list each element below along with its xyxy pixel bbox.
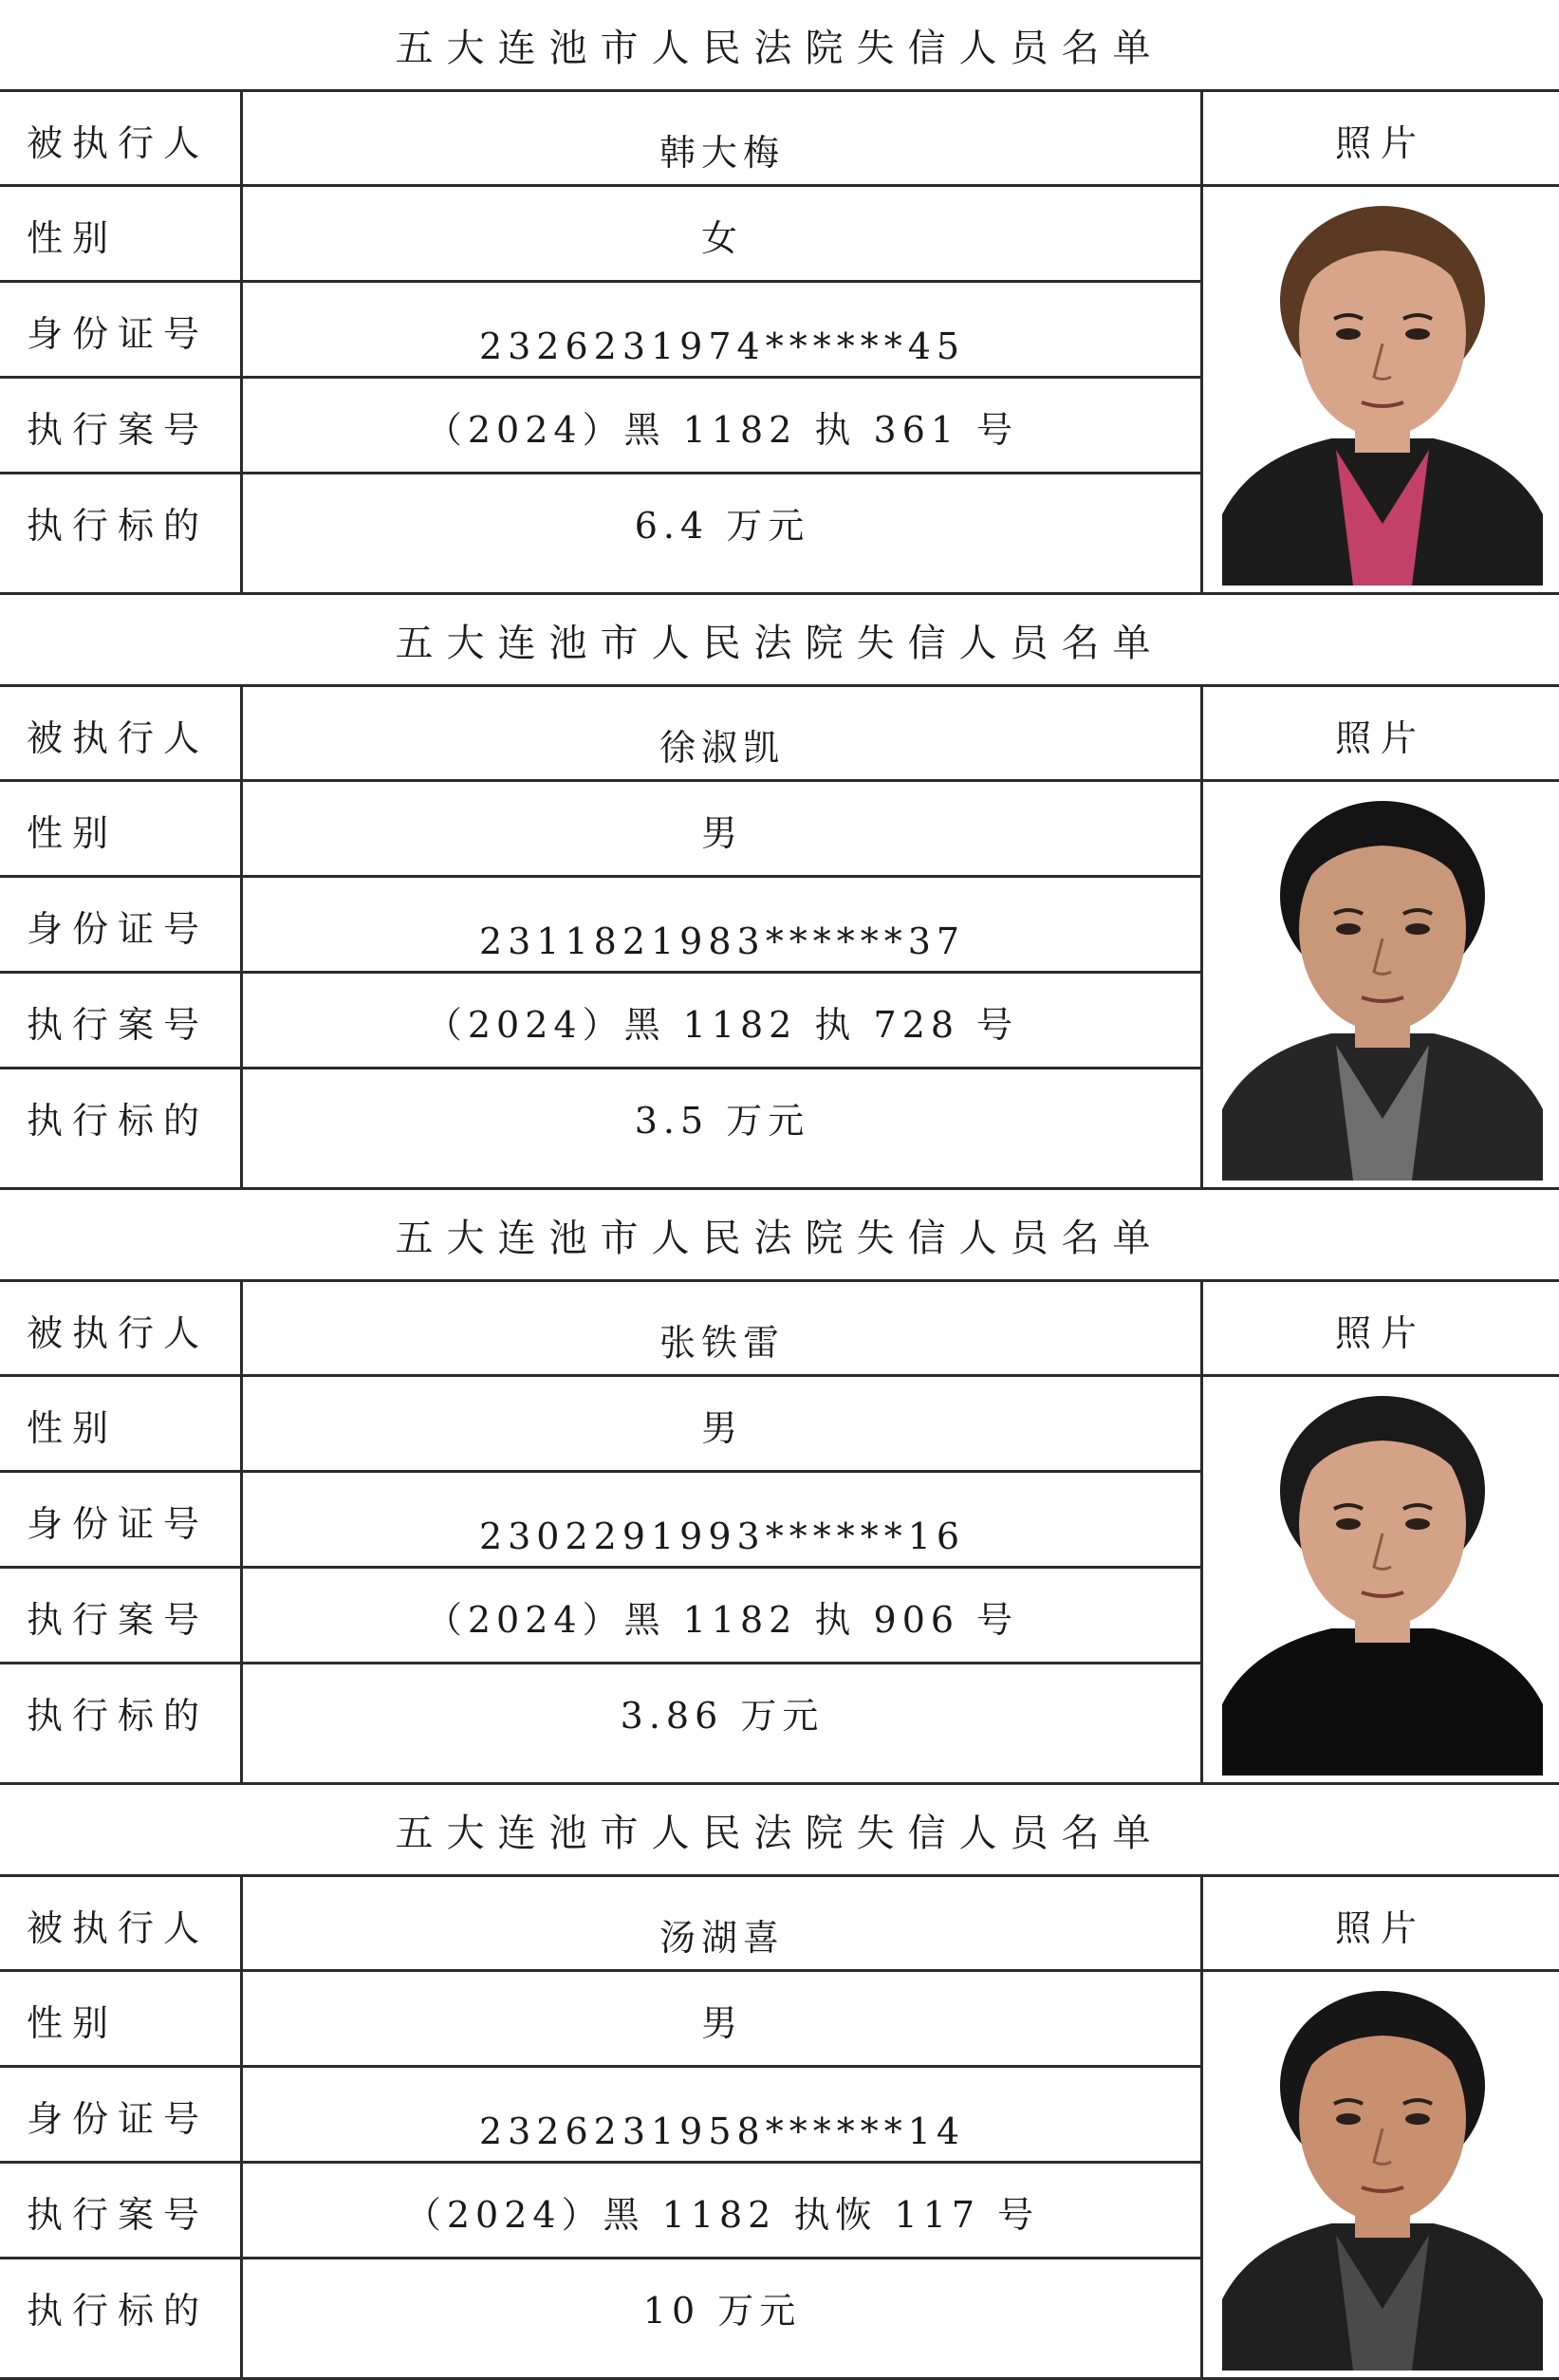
row-divider: [0, 779, 1559, 782]
column-divider: [1200, 1282, 1203, 1785]
portrait-image: [1222, 1391, 1543, 1776]
portrait-image: [1222, 201, 1543, 586]
record-block: [0, 1190, 1559, 1785]
row-divider: [0, 472, 1202, 474]
person-amount: 6.4 万元: [634, 505, 810, 547]
label-amount: 执行标的: [27, 1100, 210, 1142]
column-divider: [1200, 1877, 1203, 2380]
person-id-number: 2326231958******14: [478, 2110, 966, 2152]
column-divider: [240, 1877, 243, 2380]
row-divider: [0, 1566, 1202, 1569]
label-person: 被执行人: [27, 1311, 210, 1354]
column-divider: [1200, 687, 1203, 1190]
label-id-number: 身份证号: [27, 1503, 210, 1545]
label-person: 被执行人: [27, 1906, 210, 1949]
column-divider: [240, 687, 243, 1190]
person-gender: 男: [700, 2002, 743, 2044]
record-table: [0, 92, 1559, 595]
label-id-number: 身份证号: [27, 313, 210, 355]
row-divider: [0, 2065, 1202, 2068]
label-case-number: 执行案号: [27, 2194, 210, 2236]
record-title: 五大连池市人民法院失信人员名单: [0, 1190, 1559, 1282]
photo-label: 照片: [1334, 1311, 1426, 1354]
row-divider: [0, 875, 1202, 878]
person-case-number: （2024）黑 1182 执恢 117 号: [404, 2194, 1040, 2236]
person-name: 张铁雷: [659, 1322, 785, 1364]
label-case-number: 执行案号: [27, 1004, 210, 1046]
person-photo: [1222, 201, 1543, 586]
label-id-number: 身份证号: [27, 908, 210, 950]
portrait-image: [1222, 796, 1543, 1181]
label-gender: 性别: [27, 1407, 119, 1449]
record-table: [0, 687, 1559, 1190]
photo-label: 照片: [1334, 1906, 1426, 1949]
photo-label: 照片: [1334, 716, 1426, 759]
person-name: 韩大梅: [659, 132, 785, 174]
row-divider: [0, 1662, 1202, 1664]
portrait-image: [1222, 1986, 1543, 2371]
person-photo: [1222, 1986, 1543, 2371]
person-gender: 男: [700, 812, 743, 854]
label-gender: 性别: [27, 2002, 119, 2044]
record-title: 五大连池市人民法院失信人员名单: [0, 595, 1559, 687]
column-divider: [240, 92, 243, 595]
record-table: [0, 1282, 1559, 1785]
record-title: 五大连池市人民法院失信人员名单: [0, 1785, 1559, 1877]
record-block: [0, 1785, 1559, 2380]
person-name: 徐淑凯: [659, 727, 785, 769]
person-amount: 3.5 万元: [634, 1100, 810, 1142]
person-amount: 10 万元: [642, 2290, 802, 2332]
row-divider: [0, 1470, 1202, 1473]
row-divider: [0, 1969, 1559, 1972]
row-divider: [0, 280, 1202, 283]
label-gender: 性别: [27, 812, 119, 854]
row-divider: [0, 1067, 1202, 1069]
label-amount: 执行标的: [27, 505, 210, 547]
person-id-number: 2311821983******37: [478, 920, 966, 962]
label-id-number: 身份证号: [27, 2098, 210, 2140]
row-divider: [0, 1374, 1559, 1377]
person-photo: [1222, 1391, 1543, 1776]
record-title: 五大连池市人民法院失信人员名单: [0, 0, 1559, 92]
row-divider: [0, 2257, 1202, 2259]
row-divider: [0, 184, 1559, 187]
column-divider: [1200, 92, 1203, 595]
person-id-number: 2302291993******16: [478, 1515, 966, 1557]
record-table: [0, 1877, 1559, 2380]
label-person: 被执行人: [27, 716, 210, 759]
photo-label: 照片: [1334, 121, 1426, 164]
label-gender: 性别: [27, 217, 119, 259]
person-name: 汤湖喜: [659, 1917, 785, 1959]
person-photo: [1222, 796, 1543, 1181]
person-gender: 男: [700, 1407, 743, 1449]
label-amount: 执行标的: [27, 1695, 210, 1737]
person-amount: 3.86 万元: [620, 1695, 825, 1737]
column-divider: [240, 1282, 243, 1785]
row-divider: [0, 971, 1202, 974]
person-case-number: （2024）黑 1182 执 361 号: [425, 409, 1019, 451]
label-case-number: 执行案号: [27, 1599, 210, 1641]
person-id-number: 2326231974******45: [478, 325, 966, 367]
label-case-number: 执行案号: [27, 409, 210, 451]
record-block: [0, 595, 1559, 1190]
record-block: [0, 0, 1559, 595]
row-divider: [0, 376, 1202, 379]
person-case-number: （2024）黑 1182 执 728 号: [425, 1004, 1019, 1046]
person-case-number: （2024）黑 1182 执 906 号: [425, 1599, 1019, 1641]
person-gender: 女: [700, 217, 743, 259]
label-amount: 执行标的: [27, 2290, 210, 2332]
row-divider: [0, 2161, 1202, 2164]
label-person: 被执行人: [27, 121, 210, 164]
